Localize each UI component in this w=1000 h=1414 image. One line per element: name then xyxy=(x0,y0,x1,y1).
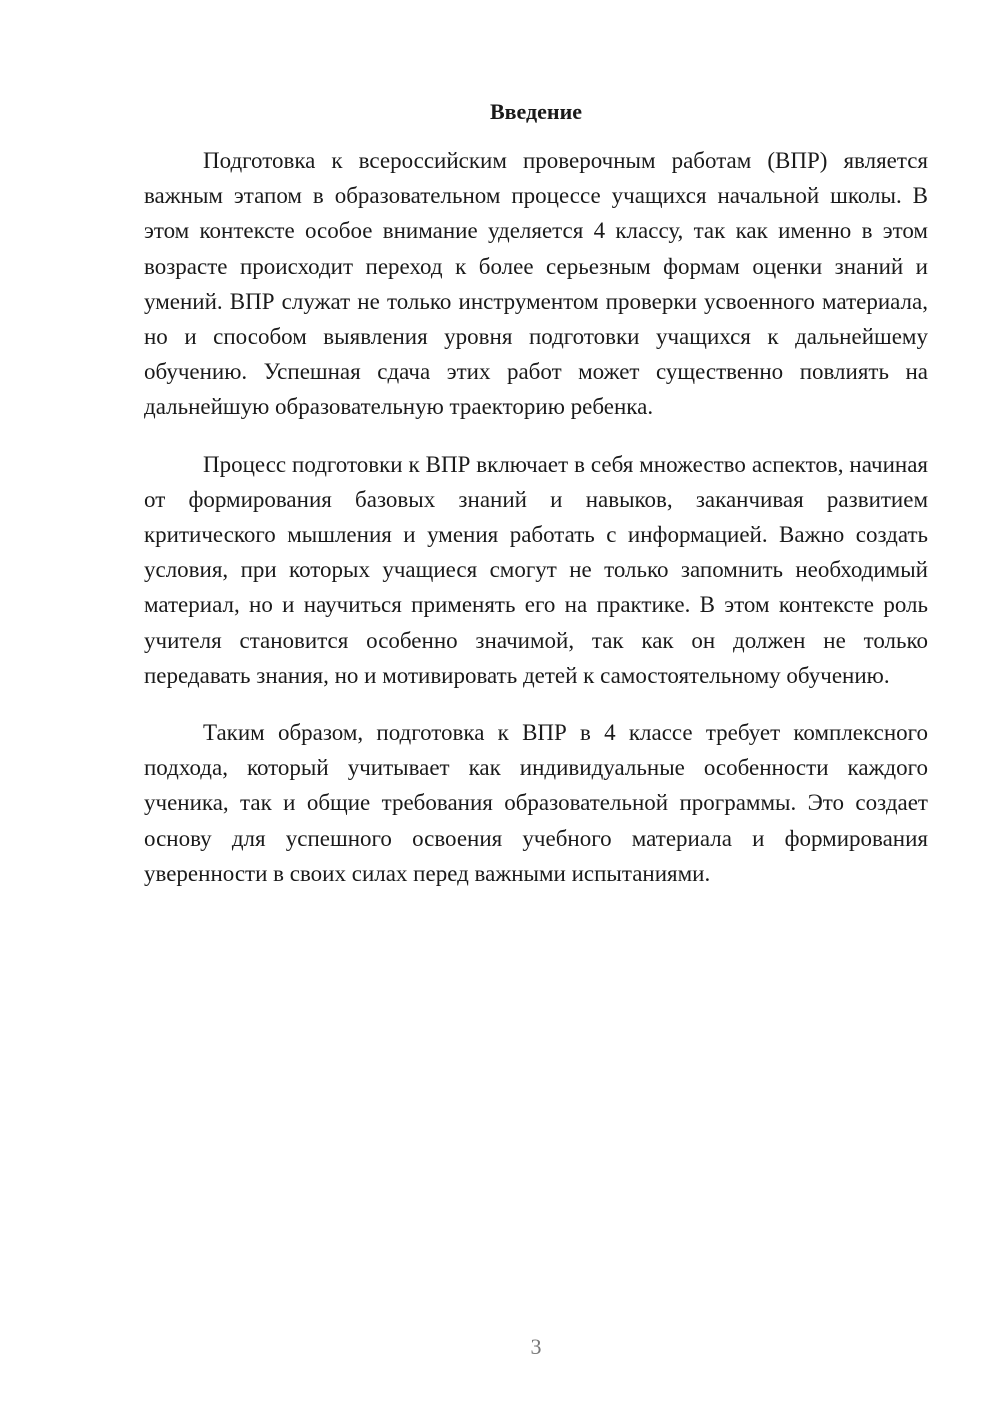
paragraph-3: Таким образом, подготовка к ВПР в 4 классе требует комплексного подхода, который учитывает как индивидуальные особенности каждого ученика, так и общие требования образовательной программы. Это создает основу для успешного освоения учебного материала и формирования уверенности в своих силах перед важными испытаниями. xyxy=(144,720,928,886)
body-text xyxy=(144,143,928,913)
page-number: 3 xyxy=(530,1334,542,1359)
paragraph-1: Подготовка к всероссийским проверочным работам (ВПР) является важным этапом в образовательном процессе учащихся начальной школы. В этом контексте особое внимание уделяется 4 классу, так как именно в этом возрасте происходит переход к более серьезным формам оценки знаний и умений. ВПР служат не только инструментом проверки усвоенного материала, но и способом выявления уровня подготовки учащихся к дальнейшему обучению. Успешная сдача этих работ может существенно повлиять на дальнейшую образовательную траекторию ребенка. xyxy=(144,148,928,420)
section-title: Введение xyxy=(489,99,583,124)
paragraph-2: Процесс подготовки к ВПР включает в себя множество аспектов, начиная от формирования базовых знаний и навыков, заканчивая развитием критического мышления и умения работать с информацией. Важно создать условия, при которых учащиеся смогут не только запомнить необходимый материал, но и научиться применять его на практике. В этом контексте роль учителя становится особенно значимой, так как он должен не только передавать знания, но и мотивировать детей к самостоятельному обучению. xyxy=(144,451,928,688)
